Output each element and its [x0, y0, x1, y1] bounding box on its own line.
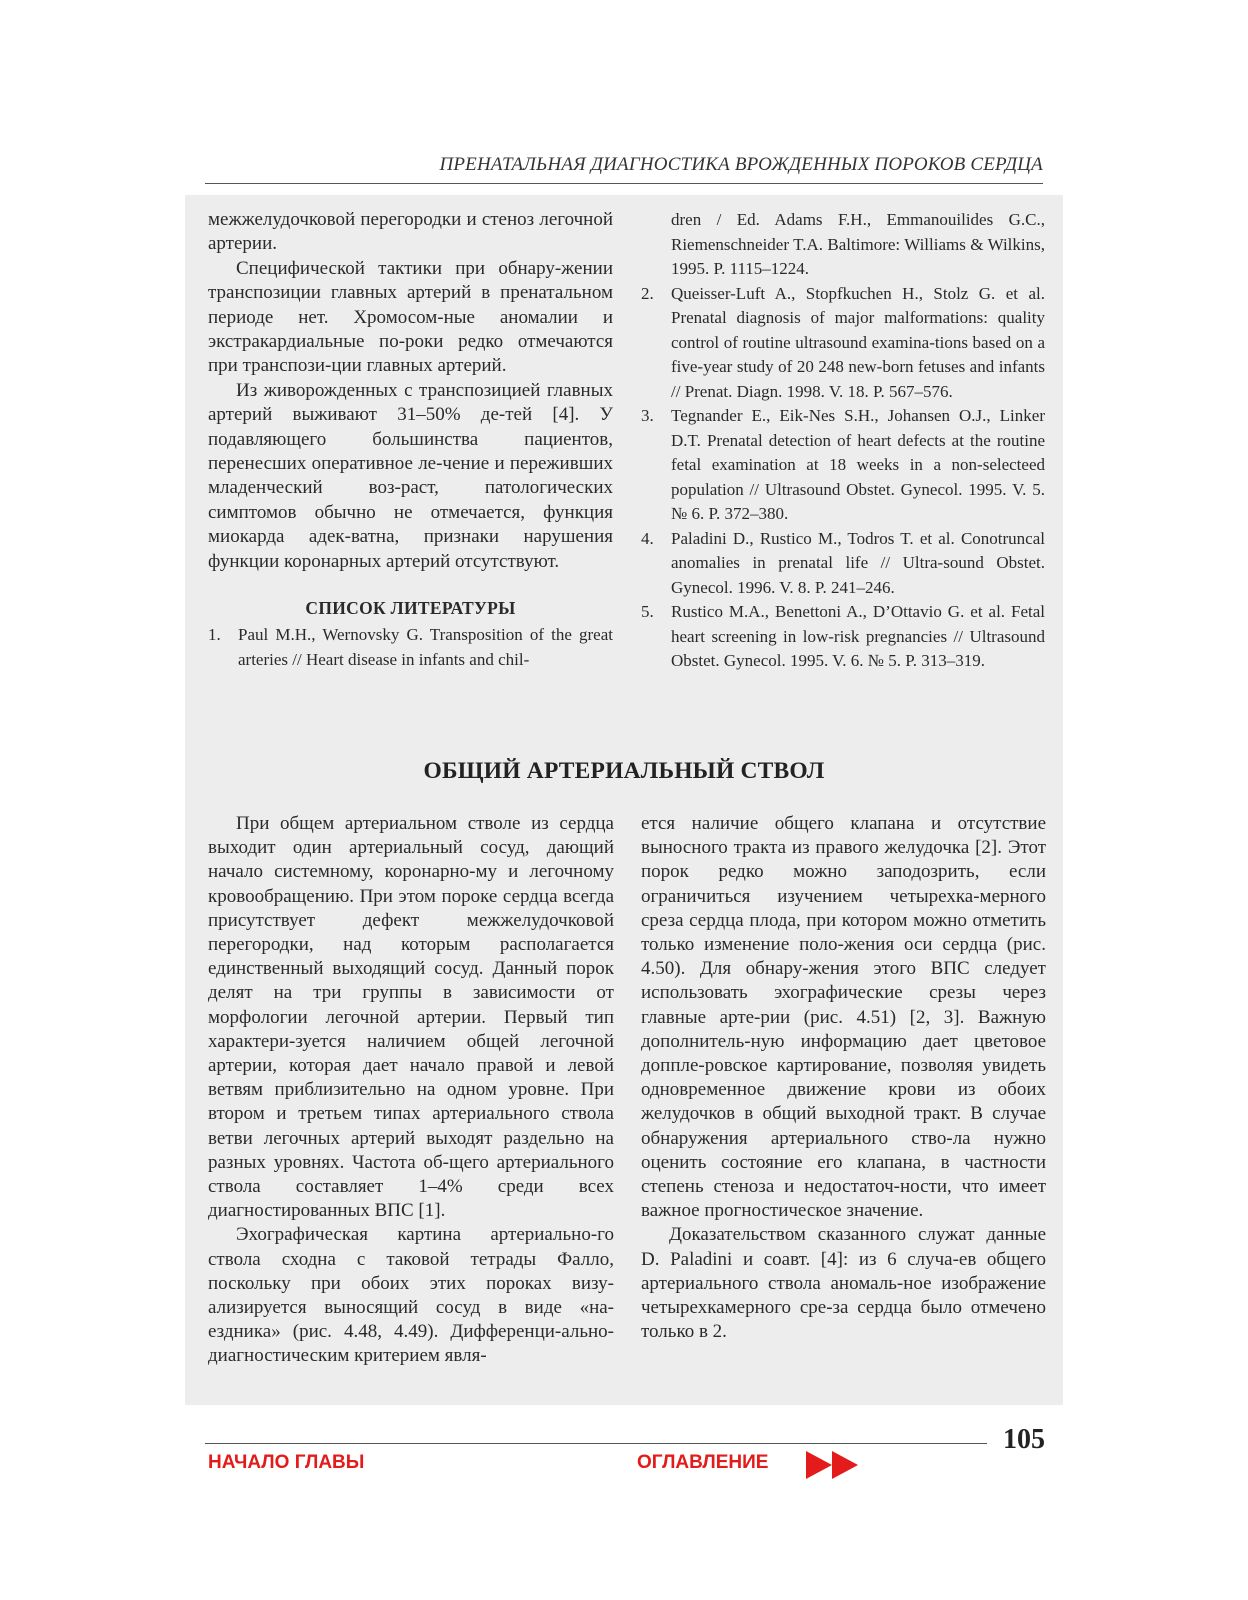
reference-number: 1. [208, 625, 221, 645]
running-head: ПРЕНАТАЛЬНАЯ ДИАГНОСТИКА ВРОЖДЕННЫХ ПОРОКОВ СЕРДЦА [439, 154, 1043, 175]
paragraph: Специфической тактики при обнару-жении транспозиции главных артерий в пренатальном периоде нет. Хромосом-ные аномалии и экстракардиальные по-роки редко отмечаются при транспози-ции главных артерий. [208, 257, 613, 377]
reference-number: 2. [641, 283, 654, 303]
page-number: 105 [1003, 1424, 1045, 1455]
reference-text: Queisser-Luft A., Stopfkuchen H., Stolz G. et al. Prenatal diagnosis of major malformations: quality control of routine ultrasound examina-tions based on a five-year study of 20 248 new-born fetuses and infants // Prenat. Diagn. 1998. V. 18. P. 567–576. [671, 283, 1045, 401]
contents-link[interactable]: ОГЛАВЛЕНИЕ [637, 1452, 769, 1473]
reference-number: 4. [641, 528, 654, 548]
reference-item [641, 600, 1045, 674]
reference-item [641, 404, 1045, 527]
header-divider [205, 183, 1043, 184]
paragraph: При общем артериальном стволе из сердца выходит один артериальный сосуд, дающий начало системному, коронарно-му и легочному кровообращению. При этом пороке сердца всегда присутствует дефект межжелудочковой перегородки, над которым располагается единственный выходящий сосуд. Данный порок делят на три группы в зависимости от морфологии легочной артерии. Первый тип характери-зуется наличием общей легочной артерии, которая дает начало правой и левой ветвям приблизительно на одном уровне. При втором и третьем типах артериального ствола ветви легочных артерий выходят раздельно на разных уровнях. Частота об-щего артериального ствола составляет 1–4% среди всех диагностированных ВПС [1]. [208, 813, 614, 1222]
reference-item [641, 527, 1045, 601]
section-title: ОБЩИЙ АРТЕРИАЛЬНЫЙ СТВОЛ [423, 758, 825, 784]
bottom-left-column [208, 812, 614, 1369]
paragraph: ется наличие общего клапана и отсутствие выносного тракта из правого желудочка [2]. Этот порок редко можно заподозрить, если ограничиться изучением четырехка-мерного среза сердца плода, при котором можно отметить только изменение поло-жения оси сердца (рис. 4.50). Для обнару-жения этого ВПС следует использовать эхографические срезы через главные арте-рии (рис. 4.51) [2, 3]. Важную дополнитель-ную информацию дает цветовое доппле-ровское картирование, позволяя увидеть одновременное движение крови из обоих желудочков в общий выходной тракт. В случае обнаружения артериального ство-ла нужно оценить состояние его клапана, в частности степень стеноза и недостаточ-ности, что имеет важное прогностическое значение. [641, 813, 1046, 1222]
reference-text: Paul M.H., Wernovsky G. Transposition of the great arteries // Heart disease in infants and chil- [238, 625, 613, 669]
reference-text: Rustico M.A., Benettoni A., D’Ottavio G. et al. Fetal heart screening in low-risk pregnancies // Ultrasound Obstet. Gynecol. 1995. V. 6. № 5. P. 313–319. [671, 602, 1045, 670]
paragraph: Из живорожденных с транспозицией главных артерий выживают 31–50% де-тей [4]. У подавляющего большинства пациентов, перенесших оперативное ле-чение и переживших младенческий воз-раст, патологических симптомов обычно не отмечается, функция миокарда адек-ватна, признаки нарушения функции коронарных артерий отсутствуют. [208, 379, 613, 572]
references-title: СПИСОК ЛИТЕРАТУРЫ [305, 598, 516, 619]
double-play-arrow-icon[interactable] [806, 1449, 860, 1486]
reference-item [208, 623, 613, 672]
reference-number: 3. [641, 406, 654, 425]
footer-divider [205, 1443, 987, 1444]
reference-continuation: dren / Ed. Adams F.H., Emmanouilides G.C., Riemenschneider T.A. Baltimore: Williams & Wilkins, 1995. P. 1115–1224. [671, 210, 1045, 278]
reference-number: 5. [641, 602, 654, 621]
bottom-right-column [641, 812, 1046, 1344]
top-left-column [208, 208, 613, 672]
top-right-column [641, 208, 1045, 674]
reference-text: Paladini D., Rustico M., Todros T. et al. Conotruncal anomalies in prenatal life // Ultra-sound Obstet. Gynecol. 1996. V. 8. P. 241–246. [671, 528, 1045, 597]
paragraph: межжелудочковой перегородки и стеноз легочной артерии. [208, 209, 613, 255]
paragraph: Эхографическая картина артериально-го ствола сходна с таковой тетрады Фалло, поскольку при обоих этих пороках визу-ализируется выносящий сосуд в виде «на-ездника» (рис. 4.48, 4.49). Дифференци-ально-диагностическим критерием явля- [208, 1224, 614, 1367]
reference-item [641, 282, 1045, 405]
paragraph: Доказательством сказанного служат данные D. Paladini и соавт. [4]: из 6 случа-ев общего артериального ствола аномаль-ное изображение четырехкамерного сре-за сердца было отмечено только в 2. [641, 1224, 1046, 1343]
chapter-start-link[interactable]: НАЧАЛО ГЛАВЫ [208, 1452, 365, 1473]
reference-text: Tegnander E., Eik-Nes S.H., Johansen O.J., Linker D.T. Prenatal detection of heart defects at the routine fetal examination at 18 weeks in a non-selecteed population // Ultrasound Obstet. Gynecol. 1995. V. 5. № 6. P. 372–380. [671, 406, 1045, 523]
